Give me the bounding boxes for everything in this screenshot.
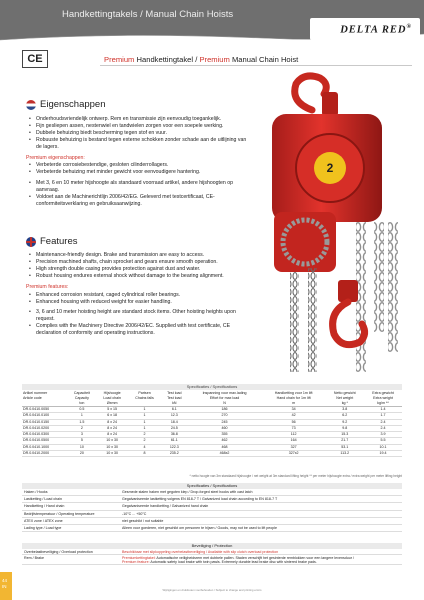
list-item: • Robust housing endures external shock without damage to the bearing alignment. <box>26 273 250 280</box>
table-row <box>22 451 402 457</box>
table-cell: 1 <box>67 413 96 419</box>
column-header: Handketting voor 1m lift <box>274 391 313 396</box>
table-cell: 1 <box>128 419 161 425</box>
unit-cell: Øxmm <box>96 401 128 407</box>
spec-key: Handketting / Hand chain <box>24 504 65 509</box>
unit-cell: N <box>188 401 262 407</box>
table-cell: 10.1 <box>364 444 402 450</box>
column-header: Capaciteit <box>73 391 90 396</box>
table-body <box>22 407 402 457</box>
protection-specs <box>22 543 402 565</box>
table-cell: 468 <box>188 444 262 450</box>
chain-hoist-image <box>250 72 418 382</box>
title-en: Manual Chain Hoist <box>231 55 299 64</box>
spec-key: Lastketting / Load chain <box>24 497 62 502</box>
table-cell: 327 <box>262 444 326 450</box>
table-cell: 10 <box>67 444 96 450</box>
table-cell: 1.4 <box>364 407 402 413</box>
table-cell: 19.4 <box>364 451 402 457</box>
en-features <box>26 252 250 337</box>
table-cell: 2.4 <box>364 419 402 425</box>
page-header <box>0 0 424 44</box>
table-cell: 462 <box>188 438 262 444</box>
delta-red-logo <box>340 24 412 36</box>
table-cell: 1.5 <box>67 419 96 425</box>
table-cell: 42 <box>262 413 326 419</box>
table-cell: 235.2 <box>161 451 187 457</box>
column-header: Article code <box>23 396 42 401</box>
en-premium-heading: Premium features: <box>26 283 69 290</box>
table-cell: 1 <box>128 425 161 431</box>
table-cell: 8 x 24 <box>96 432 128 438</box>
protection-caption: Beveiliging / Protection <box>22 543 402 549</box>
table-cell: 1.7 <box>364 413 402 419</box>
table-cell: 21.7 <box>326 438 364 444</box>
column-header: Test load <box>167 396 182 401</box>
table-cell: 2 <box>128 438 161 444</box>
page-number-value: 44 <box>2 578 8 583</box>
table-cell: 113.2 <box>326 451 364 457</box>
unit-cell: m <box>262 401 326 407</box>
list-item: • Precision machined shafts, chain sprocket and gears ensure smooth operation. <box>26 259 250 266</box>
list-item: • Dubbele behuizing biedt bescherming tegen stof en vuur. <box>26 130 250 137</box>
table-cell: 9.8 <box>326 425 364 431</box>
table-cell: 327x2 <box>262 451 326 457</box>
spec-key: Lading type / Load type <box>24 526 62 531</box>
column-header: Extra gewicht <box>372 391 394 396</box>
nl-bullet-list <box>26 116 250 151</box>
en-bullet-list <box>26 252 250 280</box>
table-cell: 6.2 <box>326 413 364 419</box>
table-cell: 2 <box>128 432 161 438</box>
table-cell: 36.8 <box>161 432 187 438</box>
list-item: • Onderhoudsvriendelijk ontwerp. Rem en transmissie zijn eenvoudig toegankelijk. <box>26 116 250 123</box>
table-cell: 20 <box>67 451 96 457</box>
unit-cell: kN <box>161 401 187 407</box>
nl-premium-list <box>26 162 250 176</box>
column-header: Artikel nummer <box>23 391 48 396</box>
table-cell: 3.8 <box>326 407 364 413</box>
table-cell: 8 <box>128 451 161 457</box>
table-cell: 73 <box>262 425 326 431</box>
table-cell: DR.0.0410.0100 <box>22 413 67 419</box>
table-cell: 10 x 30 <box>96 451 128 457</box>
protection-value <box>122 556 402 564</box>
table-cell: 56 <box>262 419 326 425</box>
general-specs-caption: Specificaties / Specifications <box>22 483 402 489</box>
protection-key: Rem / Brake <box>24 555 44 560</box>
logo-trademark: ® <box>406 24 412 30</box>
specifications-table <box>22 391 402 457</box>
ce-mark: CE <box>22 50 48 68</box>
table-cell: 468x2 <box>188 451 262 457</box>
title-nl: Handkettingtakel <box>136 55 194 64</box>
spec-value: Gegalvaniseerde handketting / Galvanized hand chain <box>122 504 209 509</box>
list-item: • Maintenance-friendly design. Brake and transmission are easy to access. <box>26 252 250 259</box>
protection-text: Automatische veiligheidsrem met dubbele pallen. Staden verschijft het gesinterde remblokken voor een langere levensduur / <box>155 555 354 560</box>
disclaimer-text: Wijzigingen en drukfouten voorbehouden / Subject to change and printing errors <box>162 588 262 592</box>
table-cell: 3 <box>67 432 96 438</box>
protection-highlight: Premium feature: <box>122 559 150 564</box>
table-cell: 4 <box>128 444 161 450</box>
protection-text: Automatic safety load brake with twin pawls. Extremely durable lead brake disc with sintered brake pads. <box>149 559 317 564</box>
table-cell: 10 x 30 <box>96 438 128 444</box>
protection-line <box>122 550 402 554</box>
table-cell: DR.0.0410.0200 <box>22 425 67 431</box>
list-item <box>22 511 402 518</box>
nl-extra-list <box>26 180 250 207</box>
spec-value: niet geschikt / not suitable <box>122 518 164 523</box>
list-item: • Enhanced housing with reduced weight for easier handling. <box>26 299 250 306</box>
protection-value <box>122 550 402 554</box>
table-cell: 460 <box>188 425 262 431</box>
header-title: Handkettingtakels / Manual Chain Hoists <box>62 9 234 20</box>
table-cell: 164 <box>262 438 326 444</box>
table-cell: 61.1 <box>161 438 187 444</box>
column-header: Chains falls <box>135 396 154 401</box>
uk-flag-icon <box>26 237 36 247</box>
table-cell: 10 x 30 <box>96 444 128 450</box>
nl-features <box>26 116 250 208</box>
spec-value: -10°C ... +50°C <box>122 511 147 516</box>
list-item: • 3, 6 and 10 meter hoisting height are standard stock items. Other hoisting heights upon request. <box>26 309 250 322</box>
column-header: Effort for max load <box>209 396 240 401</box>
table-cell: DR.0.0410.0050 <box>22 407 67 413</box>
general-specs-rows <box>22 489 402 532</box>
general-specs <box>22 483 402 532</box>
table-cell: 270 <box>188 413 262 419</box>
table-header-row-en <box>22 396 402 401</box>
table-cell: 5.5 <box>364 438 402 444</box>
chain-hoist-illustration <box>250 72 418 382</box>
spec-value: Alleen voor goederen, niet geschikt om personen te hijsen / Goods, may not be used to lift people <box>122 526 278 531</box>
title-divider <box>100 65 412 66</box>
en-extra-list <box>26 309 250 336</box>
spec-value: Gesmede stalen haken met gegoten klep / Drop-forged steel hooks with cast latch <box>122 490 253 495</box>
table-cell: 53.1 <box>326 444 364 450</box>
table-cell: 112 <box>262 432 326 438</box>
title-en-prefix: Premium <box>199 55 230 64</box>
spec-table-caption: Specificaties / Specifications <box>22 384 402 390</box>
column-header: Inspanning voor max.lading <box>202 391 247 396</box>
protection-rows <box>22 549 402 565</box>
list-item <box>22 518 402 525</box>
table-cell: 355 <box>188 432 262 438</box>
page-number-lang: IN <box>2 584 7 589</box>
spec-key: Haken / Hooks <box>24 490 48 495</box>
table-cell: 6.1 <box>161 407 187 413</box>
title-separator: / <box>195 55 198 64</box>
table-footnote: * netto hoogte van 3m standaard hijshoogte / net weight at 3m standard lifting height ** per meter hijshoogte extra / extra weight per meter lifting height <box>189 474 402 478</box>
page-number <box>2 578 7 590</box>
table-cell: DR.0.0410.0150 <box>22 419 67 425</box>
table-cell: 12.3 <box>161 413 187 419</box>
list-item: • Complies with the Machinery Directive 2006/42/EC. Supplied with test certificate, CE declaration of conformity and operating instructions. <box>26 323 250 336</box>
table-cell: 122.3 <box>161 444 187 450</box>
table-cell: 8 x 24 <box>96 419 128 425</box>
column-header: Hijshoogte <box>103 391 121 396</box>
protection-highlight: Beschikbaar met slipkoppeling overbelastbeveiliging / Available with slip clutch overload protection <box>122 549 279 554</box>
table-cell: 18.4 <box>161 419 187 425</box>
table-cell: 6 x 18 <box>96 413 128 419</box>
table-cell: 9.2 <box>326 419 364 425</box>
column-header: Hand chain for 1m lift <box>276 396 311 401</box>
table-cell: 1 <box>128 407 161 413</box>
unit-cell: kg/m ** <box>364 401 402 407</box>
en-section-heading <box>26 236 78 247</box>
table-cell: 5 x 15 <box>96 407 128 413</box>
table-cell: DR.0.0410.0500 <box>22 438 67 444</box>
column-header: Capacity <box>74 396 89 401</box>
table-cell: DR.0.0410.2000 <box>22 451 67 457</box>
table-cell: 8 x 24 <box>96 425 128 431</box>
table-cell: DR.0.0410.1000 <box>22 444 67 450</box>
column-header: Partsen <box>138 391 151 396</box>
table-cell: 1 <box>128 413 161 419</box>
column-header: Test load <box>167 391 182 396</box>
unit-cell: kg * <box>326 401 364 407</box>
nl-heading-text: Eigenschappen <box>40 99 106 110</box>
protection-line <box>122 560 402 564</box>
logo-text: DELTA RED <box>340 24 407 36</box>
spec-key: ATEX zone / ATEX zone <box>24 518 63 523</box>
list-item <box>22 496 402 503</box>
table-cell: DR.0.0410.0300 <box>22 432 67 438</box>
list-item: • High strength double casing provides protection against dust and water. <box>26 266 250 273</box>
table-cell: 24.5 <box>161 425 187 431</box>
list-item: • Verbeterde behuizing met minder gewicht voor eenvoudigere hantering. <box>26 169 250 176</box>
list-item: • Robuuste behuizing is bestand tegen externe schokken zonder schade aan de uitlijning van de lagers. <box>26 137 250 150</box>
nl-premium-heading: Premium eigenschappen: <box>26 154 85 161</box>
table-cell: 245 <box>188 419 262 425</box>
column-header: Netto gewicht <box>333 391 356 396</box>
table-cell: 186 <box>188 407 262 413</box>
list-item: • Met 3, 6 en 10 meter hijshoogte als standaard voorraad artikel, andere hijshoogten op aanvraag. <box>26 180 250 193</box>
list-item <box>22 555 402 565</box>
list-item: • Voldoet aan de Machinerichtlijn 2006/42/EG. Geleverd met testcertificaat, CE-conformiteitsverklaring en gebruiksaanwijzing. <box>26 194 250 207</box>
table-cell: 5 <box>67 438 96 444</box>
table-cell: 0.5 <box>67 407 96 413</box>
table-cell: 3.9 <box>364 432 402 438</box>
protection-highlight: Premiumkettingtakel: <box>122 555 156 560</box>
list-item <box>22 525 402 532</box>
nl-section-heading <box>26 99 106 110</box>
dutch-flag-icon <box>26 100 36 110</box>
table-header-row-nl <box>22 391 402 396</box>
list-item: • Verbeterde corrosiebestendige, gesloten cilinderrollagers. <box>26 162 250 169</box>
en-heading-text: Features <box>40 236 78 247</box>
unit-cell: ton <box>67 401 96 407</box>
column-header: Load chain <box>103 396 121 401</box>
spec-key: Bedrijfstemperatuur / Operating temperature <box>24 511 95 516</box>
en-premium-list <box>26 292 250 306</box>
svg-text:2: 2 <box>326 161 334 175</box>
product-title <box>104 55 298 64</box>
title-nl-prefix: Premium <box>104 55 135 64</box>
list-item: • Enhanced corrosion resistant, caged cylindrical roller bearings. <box>26 292 250 299</box>
table-cell: 2 <box>67 425 96 431</box>
list-item <box>22 503 402 510</box>
column-header: Extra weight <box>373 396 393 401</box>
spec-value: Gegalvaniseerde lastketting volgens EN 818-7 T / Galvanized load chain according to EN 818-7 T <box>122 497 278 502</box>
column-header: Net weight <box>336 396 354 401</box>
list-item <box>22 489 402 496</box>
table-cell: 34 <box>262 407 326 413</box>
table-cell: 2.4 <box>364 425 402 431</box>
list-item: • Fijn gesliepen assen, nestenwiel en tandwielen zorgen voor een soepele werking. <box>26 123 250 130</box>
protection-key: Overbelastbeveiliging / Overload protection <box>24 549 93 554</box>
table-cell: 15.3 <box>326 432 364 438</box>
